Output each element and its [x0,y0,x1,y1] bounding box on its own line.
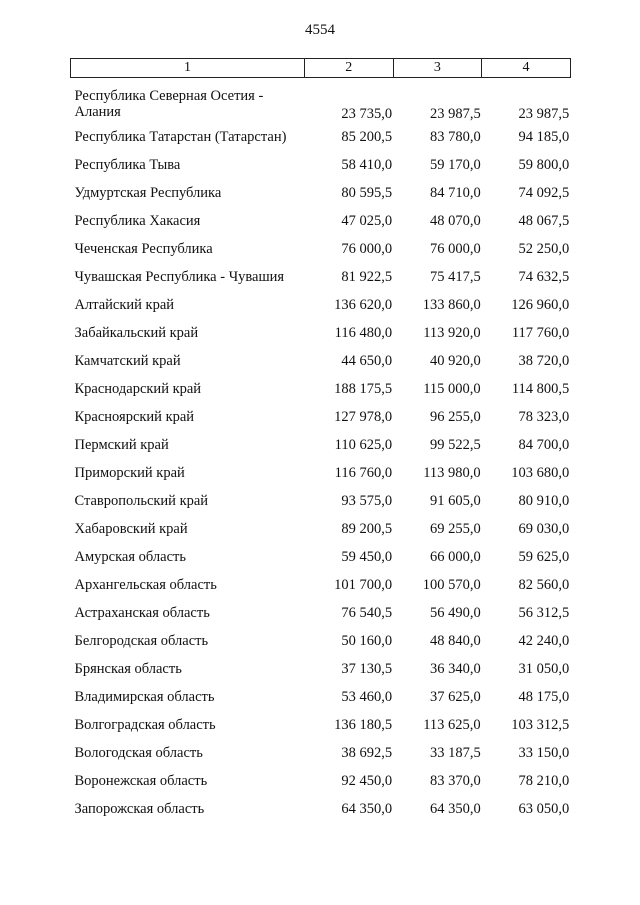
table-row [71,767,571,795]
value-cell-col-4: 38 720,0 [518,353,570,369]
region-name-cell: Приморский край [74,465,185,481]
value-cell-col-3: 96 255,0 [429,409,481,425]
value-cell-col-4: 78 323,0 [518,409,570,425]
value-cell-col-3: 133 860,0 [422,297,481,313]
table-body [71,78,571,824]
value-cell-col-4: 56 312,5 [518,605,570,621]
value-cell-col-3: 113 920,0 [423,325,481,341]
column-header-1: 1 [71,59,305,78]
region-name-cell: Камчатский край [74,353,181,369]
page-number: 4554 [305,22,335,38]
value-cell-col-2: 38 692,5 [341,745,393,761]
region-name-cell: Республика Татарстан (Татарстан) [74,129,287,145]
value-cell-col-3: 66 000,0 [429,549,481,565]
value-cell-col-3: 23 987,5 [429,106,481,122]
region-name-cell: Алтайский край [74,297,175,313]
value-cell-col-3: 113 980,0 [423,465,481,481]
value-cell-col-3: 76 000,0 [429,241,481,257]
region-name-cell: Удмуртская Республика [74,185,222,201]
region-name-cell: Краснодарский край [74,381,202,397]
value-cell-col-4: 31 050,0 [518,661,570,677]
table-row [71,515,571,543]
value-cell-col-2: 127 978,0 [334,409,393,425]
value-cell-col-3: 59 170,0 [429,157,481,173]
value-cell-col-3: 83 780,0 [429,129,481,145]
value-cell-col-3: 48 840,0 [429,633,481,649]
column-header-2: 2 [305,59,394,78]
value-cell-col-4: 52 250,0 [518,241,570,257]
region-name-cell: Владимирская область [74,689,215,705]
value-cell-col-4: 48 175,0 [518,689,570,705]
value-cell-col-4: 59 800,0 [518,157,570,173]
table-row [71,739,571,767]
value-cell-col-4: 103 312,5 [511,717,570,733]
region-name-cell: Ставропольский край [74,493,209,509]
value-cell-col-4: 42 240,0 [518,633,570,649]
value-cell-col-4: 23 987,5 [518,106,570,122]
value-cell-col-4: 82 560,0 [518,577,570,593]
table-row [71,207,571,235]
table-row [71,151,571,179]
value-cell-col-2: 85 200,5 [341,129,393,145]
table-row [71,403,571,431]
value-cell-col-2: 188 175,5 [334,381,393,397]
value-cell-col-2: 80 595,5 [341,185,393,201]
value-cell-col-2: 89 200,5 [341,521,393,537]
value-cell-col-2: 110 625,0 [334,437,393,453]
value-cell-col-4: 74 092,5 [518,185,570,201]
value-cell-col-4: 126 960,0 [511,297,570,313]
value-cell-col-3: 69 255,0 [429,521,481,537]
table-row [71,291,571,319]
table-row [71,78,571,124]
region-name-cell: Астраханская область [74,605,210,621]
region-name-cell: Архангельская область [74,577,217,593]
value-cell-col-2: 116 480,0 [334,325,393,341]
value-cell-col-4: 63 050,0 [518,801,570,817]
value-cell-col-2: 37 130,5 [341,661,393,677]
region-name-cell: Хабаровский край [74,521,188,537]
table-row [71,571,571,599]
value-cell-col-2: 53 460,0 [341,689,393,705]
value-cell-col-3: 99 522,5 [429,437,481,453]
value-cell-col-3: 33 187,5 [429,745,481,761]
value-cell-col-2: 81 922,5 [341,269,393,285]
table-row [71,599,571,627]
value-cell-col-2: 136 180,5 [334,717,393,733]
data-table [70,58,571,823]
value-cell-col-4: 33 150,0 [518,745,570,761]
region-name-cell: Республика Тыва [74,157,181,173]
value-cell-col-2: 92 450,0 [341,773,393,789]
table-row [71,459,571,487]
value-cell-col-3: 64 350,0 [429,801,481,817]
table-row [71,711,571,739]
table-row [71,179,571,207]
value-cell-col-3: 48 070,0 [429,213,481,229]
value-cell-col-2: 59 450,0 [341,549,393,565]
table-row [71,655,571,683]
value-cell-col-2: 50 160,0 [341,633,393,649]
value-cell-col-3: 75 417,5 [429,269,481,285]
value-cell-col-3: 84 710,0 [429,185,481,201]
table-row [71,235,571,263]
value-cell-col-4: 80 910,0 [518,493,570,509]
region-name-cell: Белгородская область [74,633,209,649]
table-row [71,683,571,711]
value-cell-col-4: 78 210,0 [518,773,570,789]
value-cell-col-3: 115 000,0 [423,381,481,397]
value-cell-col-4: 84 700,0 [518,437,570,453]
region-name-cell: Воронежская область [74,773,208,789]
table-row [71,123,571,151]
table-row [71,347,571,375]
value-cell-col-3: 91 605,0 [429,493,481,509]
region-name-cell: Красноярский край [74,409,195,425]
value-cell-col-3: 83 370,0 [429,773,481,789]
value-cell-col-2: 47 025,0 [341,213,393,229]
value-cell-col-4: 94 185,0 [518,129,570,145]
value-cell-col-2: 76 000,0 [341,241,393,257]
table-row [71,263,571,291]
value-cell-col-2: 23 735,0 [341,106,393,122]
region-name-cell: Республика Хакасия [74,213,201,229]
value-cell-col-4: 69 030,0 [518,521,570,537]
region-name-cell: Вологодская область [74,745,203,761]
table-row [71,487,571,515]
value-cell-col-3: 100 570,0 [422,577,481,593]
value-cell-col-4: 103 680,0 [511,465,570,481]
region-name-cell: Запорожская область [74,801,205,817]
value-cell-col-4: 59 625,0 [518,549,570,565]
table-row [71,375,571,403]
value-cell-col-3: 40 920,0 [429,353,481,369]
region-name-cell: Амурская область [74,549,186,565]
value-cell-col-2: 136 620,0 [334,297,393,313]
table-header-row [71,59,571,78]
value-cell-col-4: 117 760,0 [511,325,570,341]
table-row [71,627,571,655]
value-cell-col-3: 37 625,0 [429,689,481,705]
value-cell-col-4: 114 800,5 [511,381,570,397]
table-row [71,543,571,571]
value-cell-col-3: 36 340,0 [429,661,481,677]
value-cell-col-2: 58 410,0 [341,157,393,173]
column-header-4: 4 [482,59,571,78]
value-cell-col-2: 44 650,0 [341,353,393,369]
region-name-cell: Чувашская Республика - Чувашия [74,269,285,285]
region-name-cell: Забайкальский край [74,325,199,341]
value-cell-col-3: 56 490,0 [429,605,481,621]
value-cell-col-2: 101 700,0 [334,577,393,593]
region-name-cell: Республика Северная Осетия - Алания [74,87,264,120]
table-row [71,319,571,347]
data-table-container [70,58,570,823]
region-name-cell: Брянская область [74,661,182,677]
region-name-cell: Чеченская Республика [74,241,213,257]
column-header-3: 3 [393,59,482,78]
region-name-cell: Пермский край [74,437,169,453]
value-cell-col-3: 113 625,0 [423,717,481,733]
value-cell-col-2: 93 575,0 [341,493,393,509]
value-cell-col-4: 74 632,5 [518,269,570,285]
value-cell-col-2: 76 540,5 [341,605,393,621]
value-cell-col-2: 116 760,0 [334,465,393,481]
value-cell-col-2: 64 350,0 [341,801,393,817]
table-row [71,795,571,823]
table-row [71,431,571,459]
value-cell-col-4: 48 067,5 [518,213,570,229]
region-name-cell: Волгоградская область [74,717,216,733]
